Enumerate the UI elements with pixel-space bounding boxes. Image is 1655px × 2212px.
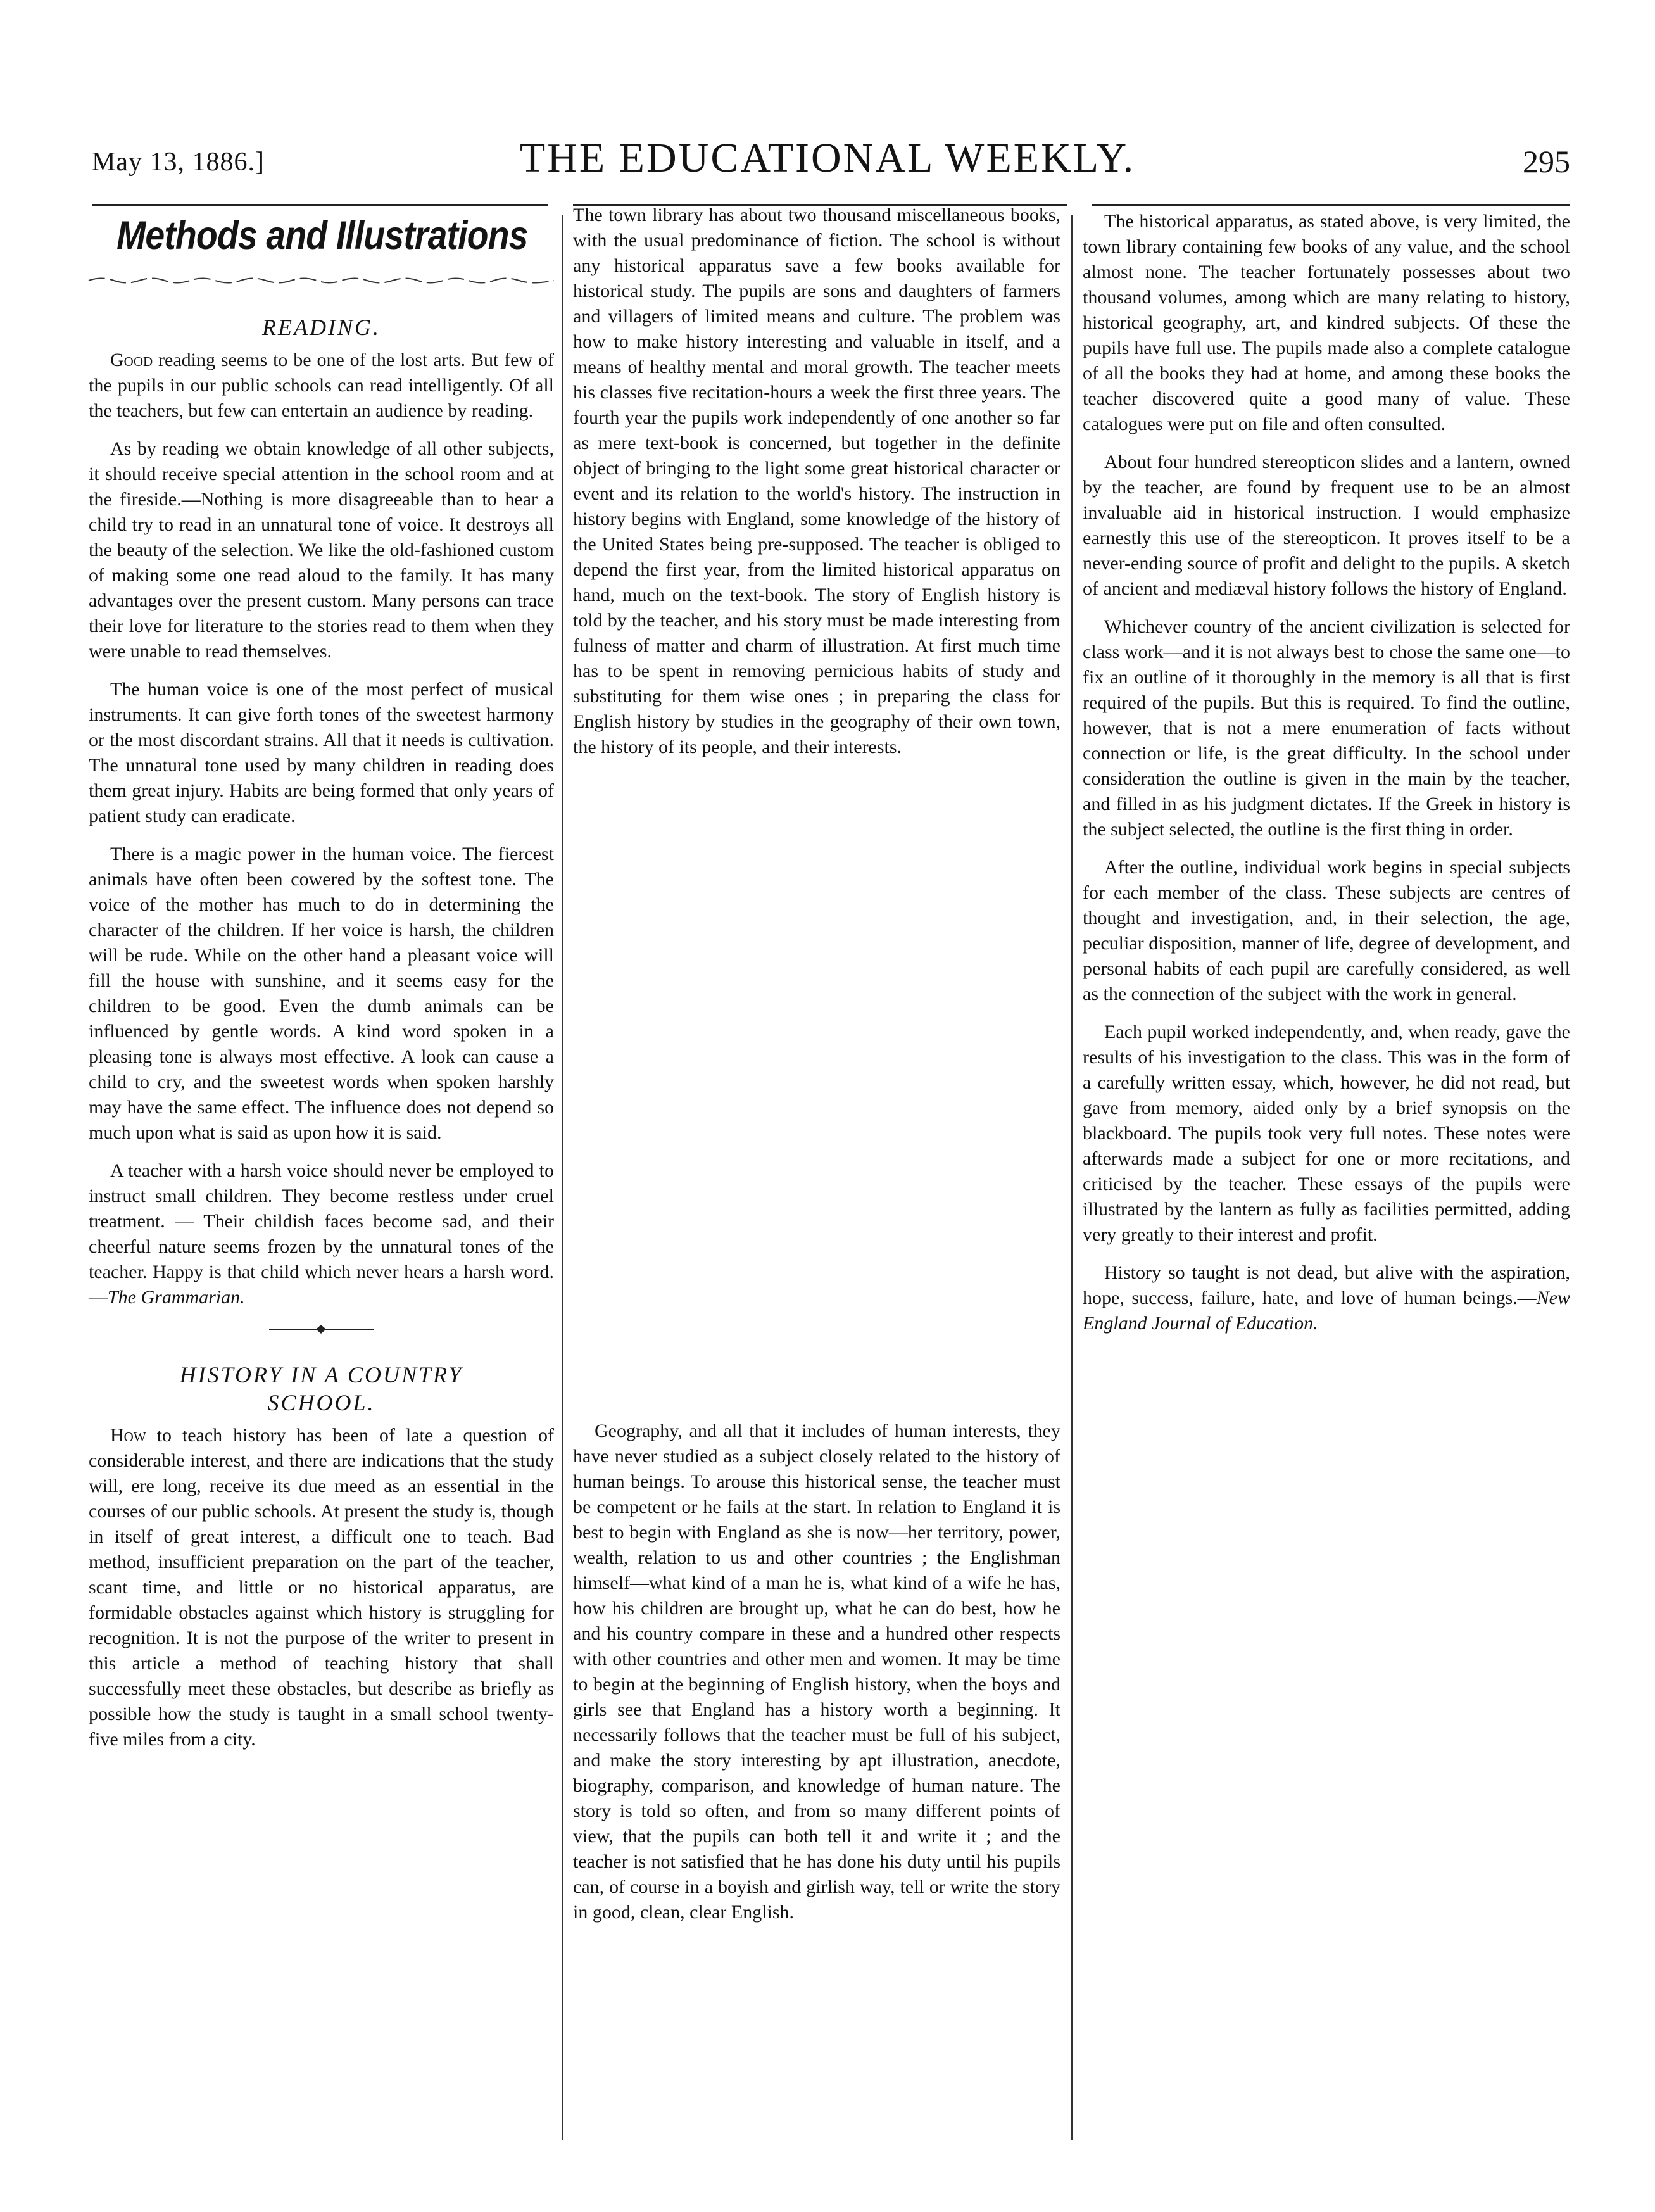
reading-paragraph: The human voice is one of the most perfect of musical instruments. It can give forth tones of the sweetest harmony or the most discordant strains. All that it needs is cultivation. The unnatural tone used by many children in reading does them great injury. Habits are being formed that only years of patient study can eradicate. bbox=[89, 679, 554, 826]
column-1 bbox=[89, 209, 554, 1750]
history-paragraph: Whichever country of the ancient civilization is selected for class work—and it is not always best to chose the same one—to fix an outline of it thoroughly in the memory is all that is first required of the pupils. But this is required. To find the outline, however, that is not a mere enumeration of facts without connection or life, is the great difficulty. In the school under consideration the outline is given in the main by the teacher, and filled in as his judgment dictates. If the Greek in history is the subject selected, the outline is the first thing in order. bbox=[1083, 616, 1570, 840]
column-divider-2 bbox=[1071, 215, 1073, 2140]
reading-paragraph bbox=[89, 348, 554, 424]
newspaper-title: THE EDUCATIONAL WEEKLY. bbox=[519, 135, 1136, 181]
history-paragraph: Each pupil worked independently, and, when ready, gave the results of his investigation to the class. This was in the form of a carefully written essay, which, however, he did not read, but gave from memory, aided only by a brief synopsis on the blackboard. The pupils took very full notes. These notes were afterwards made a subject for one or more recitations, and criticised by the teacher. These essays of the pupils were illustrated by the lantern as fully as facilities permitted, adding very greatly to their interest and profit. bbox=[1083, 1021, 1570, 1245]
reading-paragraph bbox=[89, 1158, 554, 1310]
reading-lead-word: Good bbox=[110, 350, 153, 370]
reading-heading: READING. bbox=[262, 315, 381, 340]
column-2-lower bbox=[573, 1419, 1060, 2140]
section-title: Methods and Illustrations bbox=[116, 213, 528, 258]
history-paragraph: Geography, and all that it includes of human interests, they have never studied as a subject closely related to the history of human beings. To arouse this historical sense, the teacher must be competent or he fails at the start. In relation to England it is best to begin with England as she is now—her territory, power, wealth, relation to us and other countries ; the Englishman himself—what kind of a man he is, what kind of a wife he has, how his children are brought up, what he can do best, how he and his country compare in these and a hundred other respects with other countries and other men and women. It may be time to begin at the beginning of English history, when the boys and girls see that England has a history worth a beginning. It necessarily follows that the teacher must be full of his subject, and make the story interesting by apt illustration, anecdote, biography, comparison, and knowledge of human nature. The story is told so often, and from so many different points of view, that the pupils can both tell it and write it ; and the teacher is not satisfied that he has done his duty until his pupils can, of course in a boyish and girlish way, tell or write the story in good, clean, clear English. bbox=[573, 1420, 1060, 1923]
decorative-wavy-rule bbox=[89, 274, 554, 288]
history-paragraph-text: to teach history has been of late a question of considerable interest, and there are indications that the study will, ere long, receive its due meed as an essential in the courses of our public schools. At present the study is, though in itself of great interest, a difficult one to teach. Bad method, insufficient preparation on the part of the teacher, scant time, and little or no historical apparatus, are formidable obstacles against which history is struggling for recognition. It is not the purpose of the writer to present in this article a method of teaching history that shall successfully meet these obstacles, but describe as briefly as possible how the study is taught in a small school twenty-five miles from a city. bbox=[89, 1425, 554, 1750]
column-3 bbox=[1083, 209, 1570, 1349]
reading-source: The Grammarian. bbox=[108, 1287, 245, 1308]
reading-paragraph-text: A teacher with a harsh voice should never be employed to instruct small children. They become restless under cruel treatment. — Their childish faces become sad, and their cheerful nature seems frozen by the unnatural tones of the teacher. Happy is that child which never hears a harsh word.— bbox=[89, 1160, 554, 1308]
masthead-rule-left bbox=[92, 204, 548, 206]
reading-paragraph: As by reading we obtain knowledge of all other subjects, it should receive special attention in the school room and at the fireside.—Nothing is more disagreeable than to hear a child try to read in an unnatural tone of voice. It destroys all the beauty of the selection. We like the old-fashioned custom of making some one read aloud to the family. It has many advantages over the present custom. Many persons can trace their love for literature to the stories read to them when they were unable to read themselves. bbox=[89, 438, 554, 662]
masthead bbox=[0, 0, 1655, 209]
article-separator bbox=[89, 1323, 554, 1336]
history-paragraph bbox=[1083, 1260, 1570, 1336]
history-paragraph-text: The town library has about two thousand miscellaneous books, with the usual predominance of fiction. The school is without any historical apparatus save a few books available for historical study. The pupils are sons and daughters of farmers and villagers of limited means and culture. The problem was how to make history interesting and valuable in itself, and a means of healthy mental and moral growth. The teacher meets his classes five recitation-hours a week the first three years. The fourth year the pupils work independently of one another so far as mere text-book is concerned, but together in the definite object of bringing to the light some great historical character or event and its relation to the world's history. The instruction in history begins with England, some knowledge of the history of the United States being pre-supposed. The teacher is obliged to depend the first year, from the limited historical apparatus on hand, much on the text-book. The story of English history is told by the teacher, and his story must be made interesting from fulness of matter and charm of illustration. At first much time has to be spent in removing pernicious habits of study and substituting for them wise ones ; in preparing the class for English history by studies in the geography of their own town, the history of its people, and their interests. bbox=[573, 205, 1060, 757]
history-paragraph: The historical apparatus, as stated above, is very limited, the town library containing few books of any value, and the school almost none. The teacher fortunately possesses about two thousand volumes, among which are many relating to history, historical geography, art, and kindred subjects. Of these the pupils have full use. The pupils made also a complete catalogue of all the books they had at home, and among these books the teacher discovered quite a good many of value. These catalogues were put on file and often consulted. bbox=[1083, 211, 1570, 434]
history-source: New England Journal of Education. bbox=[1083, 1287, 1570, 1334]
reading-paragraph-text: reading seems to be one of the lost arts. But few of the pupils in our public schools can read intelligently. Of all the teachers, but few can entertain an audience by reading. bbox=[89, 350, 554, 421]
history-paragraph: After the outline, individual work begins in special subjects for each member of the class. These subjects are centres of thought and investigation, and, in their selection, the age, peculiar disposition, manner of life, degree of development, and personal habits of each pupil are carefully considered, as well as the connection of the subject with the work in general. bbox=[1083, 857, 1570, 1004]
page-number: 295 bbox=[1523, 144, 1570, 179]
history-heading-line1: HISTORY IN A COUNTRY bbox=[179, 1362, 463, 1387]
issue-date: May 13, 1886.] bbox=[92, 148, 265, 177]
history-paragraph-text: History so taught is not dead, but alive with the aspiration, hope, success, failure, hate, and love of human beings.— bbox=[1083, 1262, 1570, 1308]
reading-paragraph: There is a magic power in the human voice. The fiercest animals have often been cowered by the softest tone. The voice of the mother has much to do in determining the character of the children. If her voice is harsh, the children will be rude. While on the other hand a pleasant voice will fill the house with sunshine, and it seems easy for the children to be good. Even the dumb animals can be influenced by gentle words. A kind word spoken in a pleasing tone is always most effective. A look can cause a child to cry, and the sweetest words when spoken harshly may have the same effect. The influence does not depend so much upon what is said as upon how it is said. bbox=[89, 844, 554, 1143]
history-heading-line2: SCHOOL. bbox=[267, 1390, 375, 1415]
masthead-rule-right bbox=[1092, 204, 1570, 206]
history-paragraph bbox=[89, 1423, 554, 1750]
history-paragraph: About four hundred stereopticon slides and a lantern, owned by the teacher, are found by frequent use to be an almost invaluable aid in historical instruction. I would emphasize earnestly this use of the stereopticon. It proves itself to be a never-ending source of profit and delight to the pupils. A sketch of ancient and mediæval history follows the history of England. bbox=[1083, 452, 1570, 599]
history-lead-word: How bbox=[110, 1425, 146, 1446]
column-divider-1 bbox=[562, 215, 563, 2140]
